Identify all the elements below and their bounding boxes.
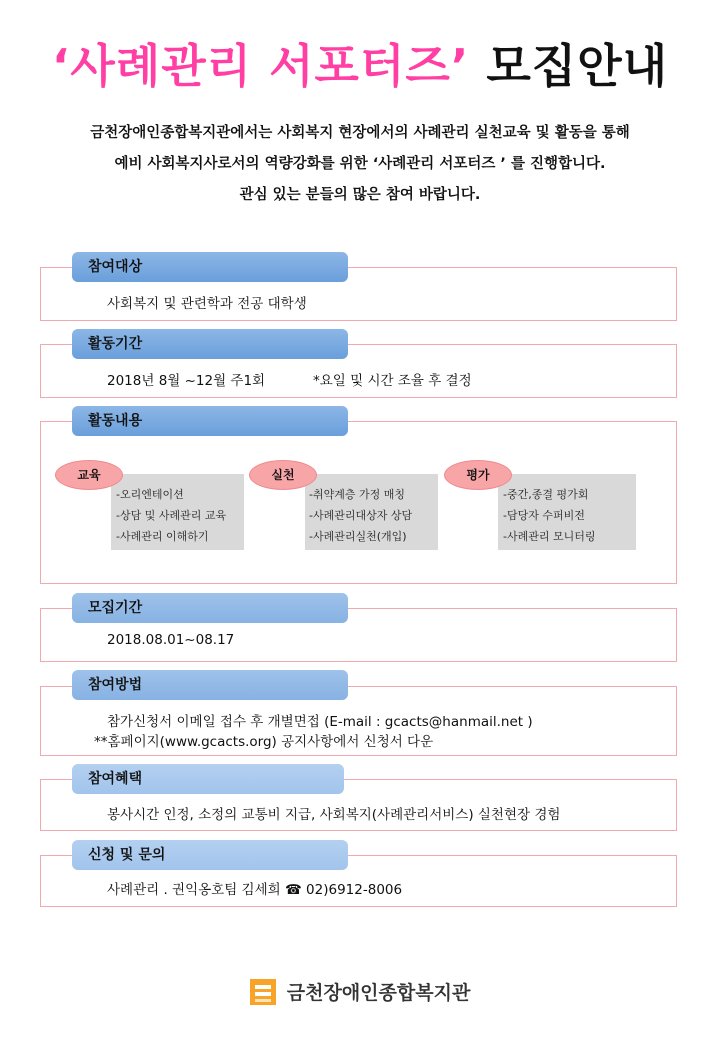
title-highlight: ‘사례관리 서포터즈’: [51, 39, 470, 93]
method-line-1: 참가신청서 이메일 접수 후 개별면접 (E-mail : gcacts@hanmail.net ): [107, 714, 533, 730]
title-rest: 모집안내: [486, 39, 669, 93]
footer: [0, 978, 720, 1005]
contents-label: 활동내용: [72, 406, 348, 436]
education-tag: 교육: [55, 460, 123, 490]
education-items: [111, 474, 244, 550]
intro-text: [0, 118, 720, 211]
list-item: -취약계층 가정 매칭: [309, 488, 405, 501]
period-note: *요일 및 시간 조율 후 결정: [313, 373, 472, 389]
intro-line-1: 금천장애인종합복지관에서는 사회복지 현장에서의 사례관리 실천교육 및 활동을 통해: [90, 125, 630, 141]
list-item: -사례관리 이해하기: [116, 530, 209, 543]
benefit-label: 참여혜택: [72, 764, 344, 794]
list-item: -사례관리실천(개입): [309, 530, 407, 543]
period-text: 2018년 8월 ~12월 주1회: [107, 373, 266, 389]
list-item: -오리엔테이션: [116, 488, 184, 501]
recruit-label: 모집기간: [72, 593, 348, 623]
benefit-text: 봉사시간 인정, 소정의 교통비 지급, 사회복지(사례관리서비스) 실천현장 경험: [107, 807, 561, 823]
target-label: 참여대상: [72, 252, 348, 282]
org-logo-icon: [250, 979, 276, 1005]
recruit-text: 2018.08.01~08.17: [107, 632, 235, 648]
practice-items: [305, 474, 438, 550]
list-item: -담당자 수퍼비전: [503, 509, 585, 522]
method-line-2: **홈페이지(www.gcacts.org) 공지사항에서 신청서 다운: [94, 734, 434, 750]
evaluation-tag: 평가: [444, 460, 512, 490]
intro-line-2: 예비 사회복지사로서의 역량강화를 위한 ‘사례관리 서포터즈 ’ 를 진행합니다.: [114, 156, 606, 172]
evaluation-items: [498, 474, 636, 550]
list-item: -중간,종결 평가회: [503, 488, 589, 501]
contact-label: 신청 및 문의: [72, 840, 348, 870]
practice-tag: 실천: [249, 460, 317, 490]
method-label: 참여방법: [72, 670, 348, 700]
period-label: 활동기간: [72, 329, 348, 359]
page-title: [0, 30, 720, 96]
list-item: -상담 및 사례관리 교육: [116, 509, 227, 522]
intro-line-3: 관심 있는 분들의 많은 참여 바랍니다.: [239, 187, 481, 203]
target-text: 사회복지 및 관련학과 전공 대학생: [107, 296, 307, 312]
list-item: -사례관리 모니터링: [503, 530, 596, 543]
list-item: -사례관리대상자 상담: [309, 509, 413, 522]
org-name: 금천장애인종합복지관: [286, 982, 471, 1004]
contact-text: 사례관리 . 권익옹호팀 김세희 ☎ 02)6912-8006: [107, 882, 403, 898]
